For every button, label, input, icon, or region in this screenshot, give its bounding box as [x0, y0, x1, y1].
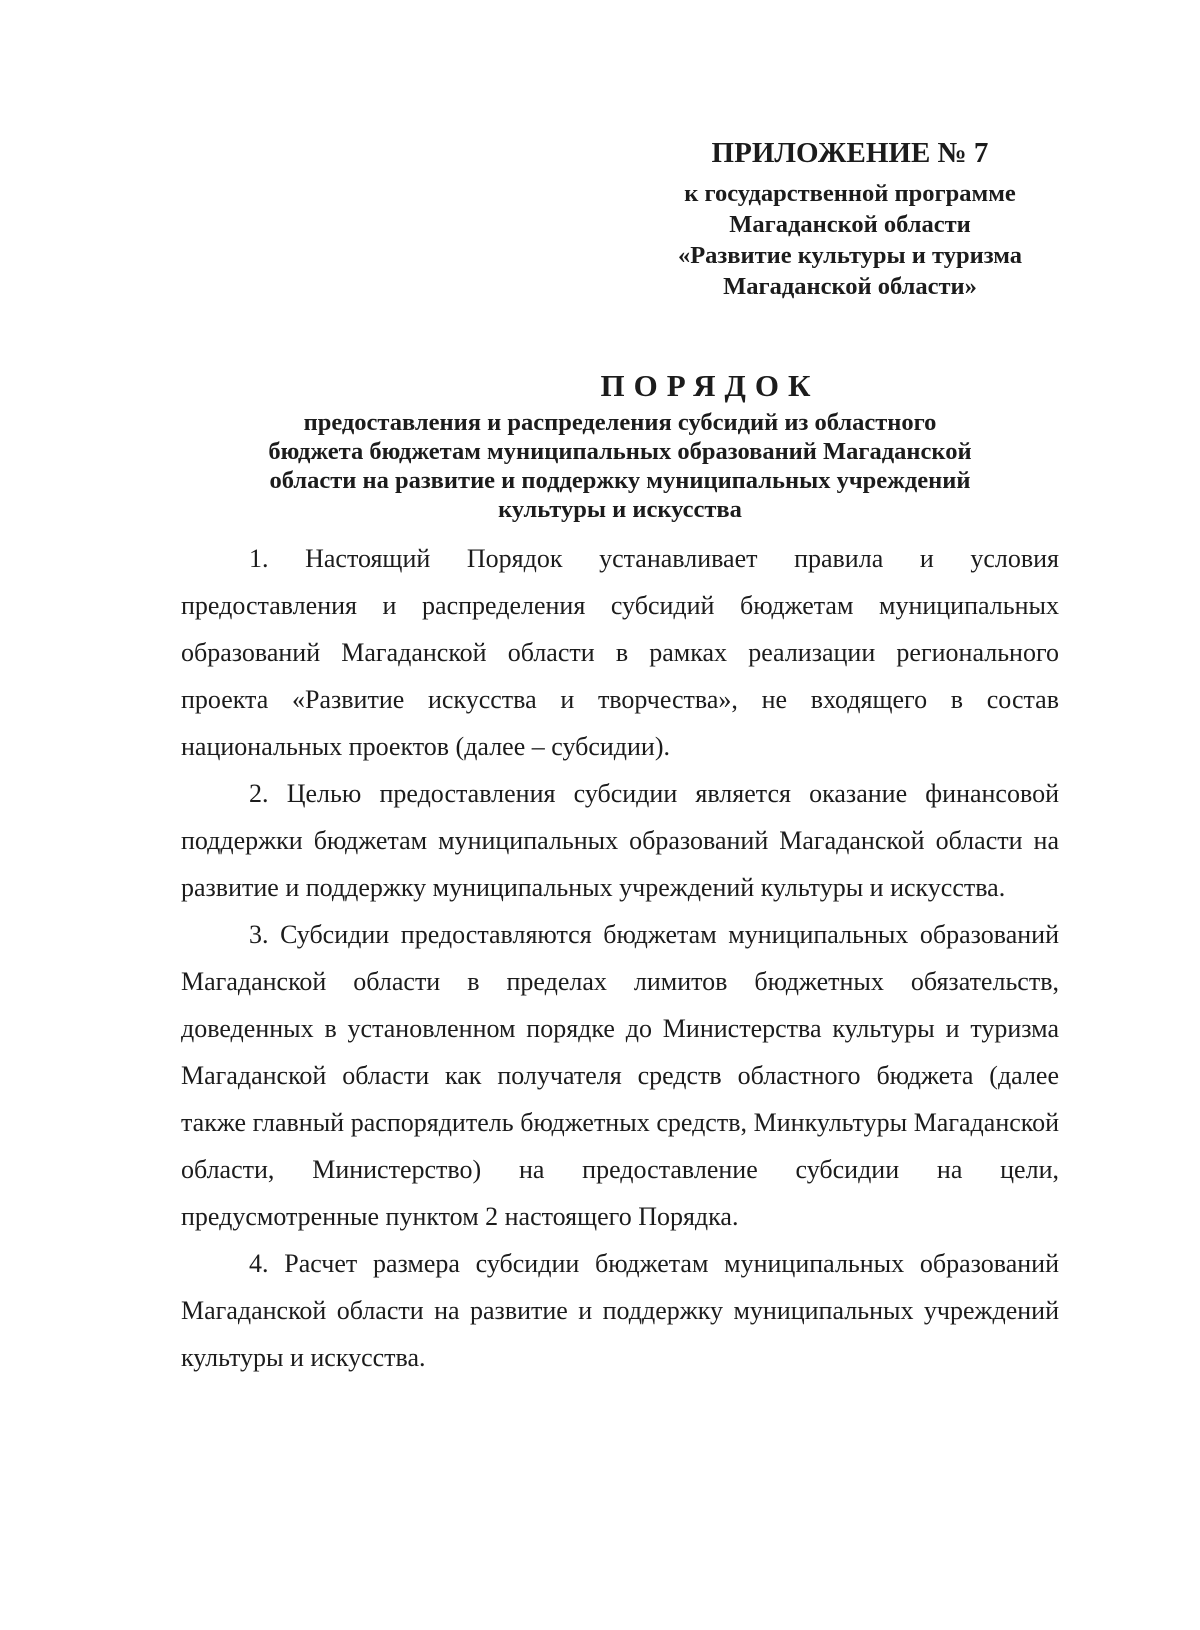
appendix-line: Магаданской области» [723, 273, 977, 300]
appendix-line: «Развитие культуры и туризма [677, 242, 1023, 269]
paragraph-4: 4. Расчет размера субсидии бюджетам муниципальных образований Магаданской области на развитие и поддержку муниципальных учреждений культуры и искусства. [181, 1249, 1059, 1372]
appendix-number: ПРИЛОЖЕНИЕ № 7 [711, 137, 989, 169]
subtitle-line: бюджета бюджетам муниципальных образований Магаданской [268, 438, 972, 465]
appendix-line: Магаданской области [729, 211, 971, 238]
subtitle-line: культуры и искусства [498, 496, 742, 523]
paragraph-2: 2. Целью предоставления субсидии является оказание финансовой поддержки бюджетам муниципальных образований Магаданской области на развитие и поддержку муниципальных учреждений культуры и искусства. [181, 779, 1059, 902]
appendix-header [640, 136, 1060, 302]
paragraph-3: 3. Субсидии предоставляются бюджетам муниципальных образований Магаданской области в пределах лимитов бюджетных обязательств, доведенных в установленном порядке до Министерства культуры и туризма Магаданской области как получателя средств областного бюджета (далее также главный распорядитель бюджетных средств, Минкультуры Магаданской области, Министерство) на предоставление субсидии на цели, предусмотренные пунктом 2 настоящего Порядка. [181, 920, 1059, 1231]
document-subtitle [180, 408, 1060, 524]
subtitle-line: области на развитие и поддержку муниципальных учреждений [269, 467, 971, 494]
document-body [181, 535, 1059, 1381]
document-title: ПОРЯДОК [600, 368, 820, 403]
paragraph-1: 1. Настоящий Порядок устанавливает правила и условия предоставления и распределения субсидий бюджетам муниципальных образований Магаданской области в рамках реализации регионального проекта «Развитие искусства и творчества», не входящего в состав национальных проектов (далее – субсидии). [181, 544, 1059, 761]
appendix-line: к государственной программе [684, 180, 1016, 207]
subtitle-line: предоставления и распределения субсидий из областного [303, 409, 937, 436]
